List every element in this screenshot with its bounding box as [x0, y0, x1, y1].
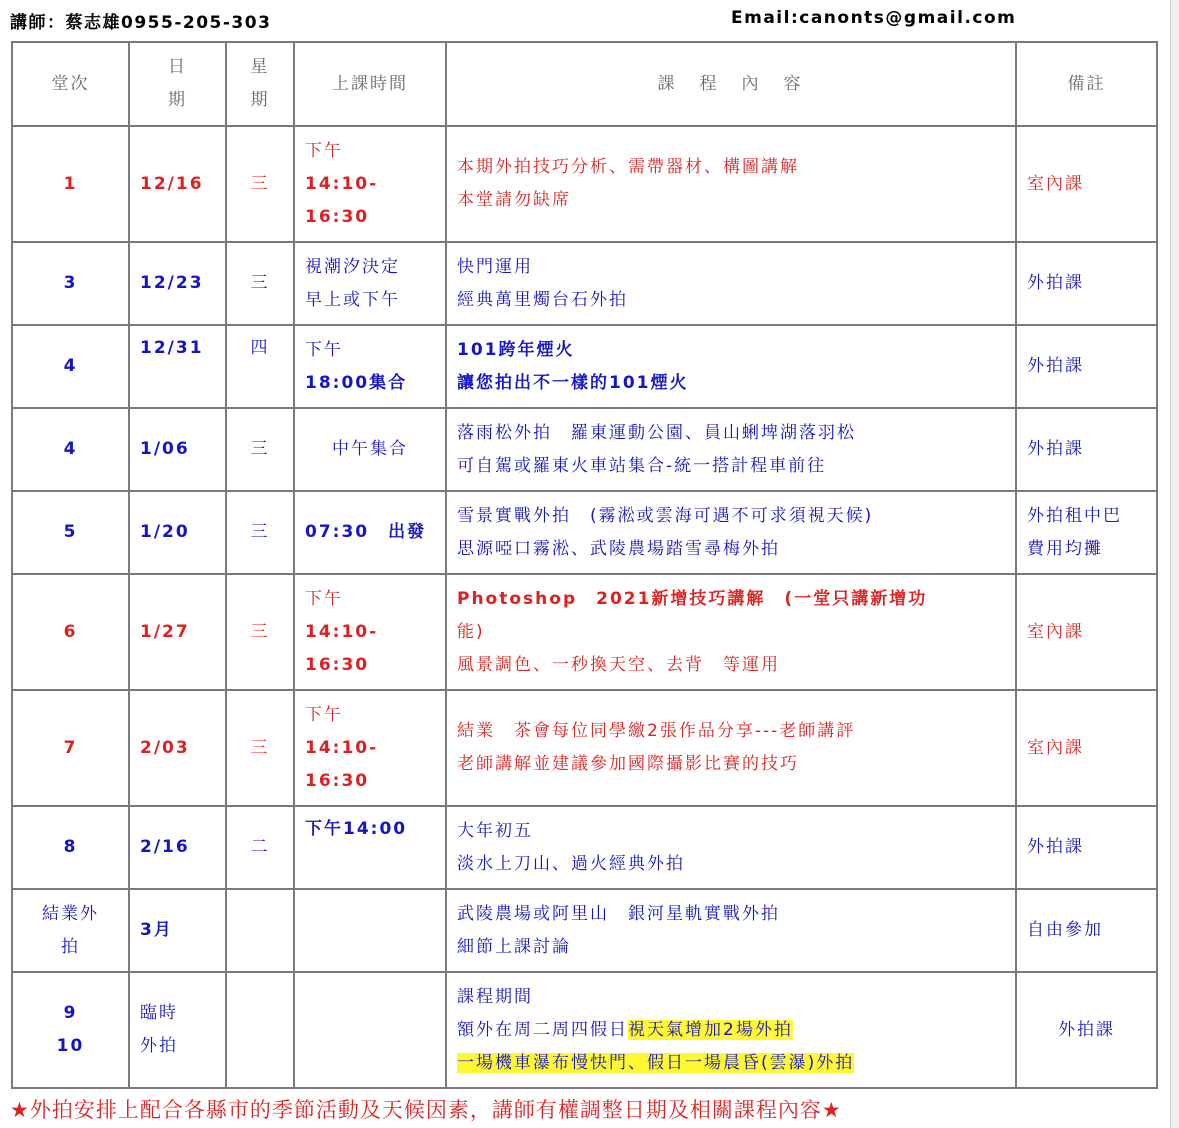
header-note: 備註: [1016, 42, 1157, 126]
note-cell: 外拍課: [1016, 408, 1157, 491]
time-cell: 07:30 出發: [294, 491, 446, 574]
session-cell: 9 10: [12, 972, 129, 1088]
date-cell: 1/27: [129, 574, 226, 690]
header-date: 日 期: [129, 42, 226, 126]
date-cell: 臨時 外拍: [129, 972, 226, 1088]
date-cell: 12/16: [129, 126, 226, 242]
time-cell: 中午集合: [294, 408, 446, 491]
table-row: [12, 126, 1157, 242]
table-row: [12, 242, 1157, 325]
course-schedule-table: [11, 41, 1158, 1089]
date-cell: 1/06: [129, 408, 226, 491]
content-cell: 武陵農場或阿里山 銀河星軌實戰外拍 細節上課討論: [446, 889, 1016, 972]
content-cell: 課程期間 額外在周二周四假日視天氣增加2場外拍 一場機車瀑布慢快門、假日一場晨昏(雲瀑)外拍: [446, 972, 1016, 1088]
table-row: [12, 491, 1157, 574]
weekday-cell: 四: [226, 325, 294, 408]
session-cell: 4: [12, 408, 129, 491]
highlight-text: 一場機車瀑布慢快門、假日一場晨昏(雲瀑)外拍: [457, 1052, 855, 1073]
date-cell: 12/23: [129, 242, 226, 325]
time-cell: 視潮汐決定 早上或下午: [294, 242, 446, 325]
table-row: [12, 690, 1157, 806]
time-cell: 下午 18:00集合: [294, 325, 446, 408]
time-cell: [294, 889, 446, 972]
session-cell: 6: [12, 574, 129, 690]
time-cell: 下午 14:10- 16:30: [294, 126, 446, 242]
content-cell: 結業 茶會每位同學繳2張作品分享---老師講評 老師講解並建議參加國際攝影比賽的技巧: [446, 690, 1016, 806]
table-row: [12, 889, 1157, 972]
date-cell: 12/31: [129, 325, 226, 408]
highlight-text: 視天氣增加2場外拍: [628, 1019, 793, 1040]
note-cell: 室內課: [1016, 574, 1157, 690]
weekday-cell: [226, 972, 294, 1088]
time-cell: 下午 14:10- 16:30: [294, 690, 446, 806]
instructor-contact: 講師：蔡志雄0955-205-303: [10, 13, 272, 33]
content-cell: 大年初五 淡水上刀山、過火經典外拍: [446, 806, 1016, 889]
content-cell: 101跨年煙火 讓您拍出不一樣的101煙火: [446, 325, 1016, 408]
table-row: [12, 325, 1157, 408]
date-cell: 3月: [129, 889, 226, 972]
header-weekday: 星 期: [226, 42, 294, 126]
content-cell: 雪景實戰外拍 (霧淞或雲海可遇不可求須視天候) 思源啞口霧淞、武陵農場踏雪尋梅外拍: [446, 491, 1016, 574]
weekday-cell: 二: [226, 806, 294, 889]
note-cell: 室內課: [1016, 690, 1157, 806]
table-row: [12, 574, 1157, 690]
note-cell: 外拍課: [1016, 325, 1157, 408]
session-cell: 8: [12, 806, 129, 889]
note-cell: 外拍課: [1016, 972, 1157, 1088]
note-cell: 外拍課: [1016, 242, 1157, 325]
table-row: [12, 806, 1157, 889]
date-cell: 2/16: [129, 806, 226, 889]
time-cell: [294, 972, 446, 1088]
session-cell: 1: [12, 126, 129, 242]
header-time: 上課時間: [294, 42, 446, 126]
content-cell: 本期外拍技巧分析、需帶器材、構圖講解 本堂請勿缺席: [446, 126, 1016, 242]
header-content: 課 程 內 容: [446, 42, 1016, 126]
note-cell: 室內課: [1016, 126, 1157, 242]
note-cell: 外拍課: [1016, 806, 1157, 889]
session-cell: 7: [12, 690, 129, 806]
weekday-cell: 三: [226, 408, 294, 491]
content-cell: 落雨松外拍 羅東運動公園、員山蜊埤湖落羽松 可自駕或羅東火車站集合-統一搭計程車前往: [446, 408, 1016, 491]
note-cell: 自由參加: [1016, 889, 1157, 972]
instructor-email: Email:canonts@gmail.com: [731, 8, 1017, 28]
content-cell: Photoshop 2021新增技巧講解 (一堂只講新增功 能) 風景調色、一秒換天空、去背 等運用: [446, 574, 1016, 690]
session-cell: 結業外 拍: [12, 889, 129, 972]
date-cell: 1/20: [129, 491, 226, 574]
footer-notice: ★外拍安排上配合各縣市的季節活動及天候因素，講師有權調整日期及相關課程內容★: [10, 1098, 842, 1122]
table-row: [12, 972, 1157, 1088]
session-cell: 3: [12, 242, 129, 325]
vertical-scrollbar[interactable]: [1170, 0, 1179, 1128]
time-cell: 下午14:00: [294, 806, 446, 889]
weekday-cell: [226, 889, 294, 972]
weekday-cell: 三: [226, 690, 294, 806]
weekday-cell: 三: [226, 126, 294, 242]
weekday-cell: 三: [226, 242, 294, 325]
session-cell: 4: [12, 325, 129, 408]
table-header-row: [12, 42, 1157, 126]
header-session: 堂次: [12, 42, 129, 126]
date-cell: 2/03: [129, 690, 226, 806]
table-row: [12, 408, 1157, 491]
weekday-cell: 三: [226, 574, 294, 690]
content-cell: 快門運用 經典萬里燭台石外拍: [446, 242, 1016, 325]
note-cell: 外拍租中巴 費用均攤: [1016, 491, 1157, 574]
weekday-cell: 三: [226, 491, 294, 574]
time-cell: 下午 14:10- 16:30: [294, 574, 446, 690]
session-cell: 5: [12, 491, 129, 574]
